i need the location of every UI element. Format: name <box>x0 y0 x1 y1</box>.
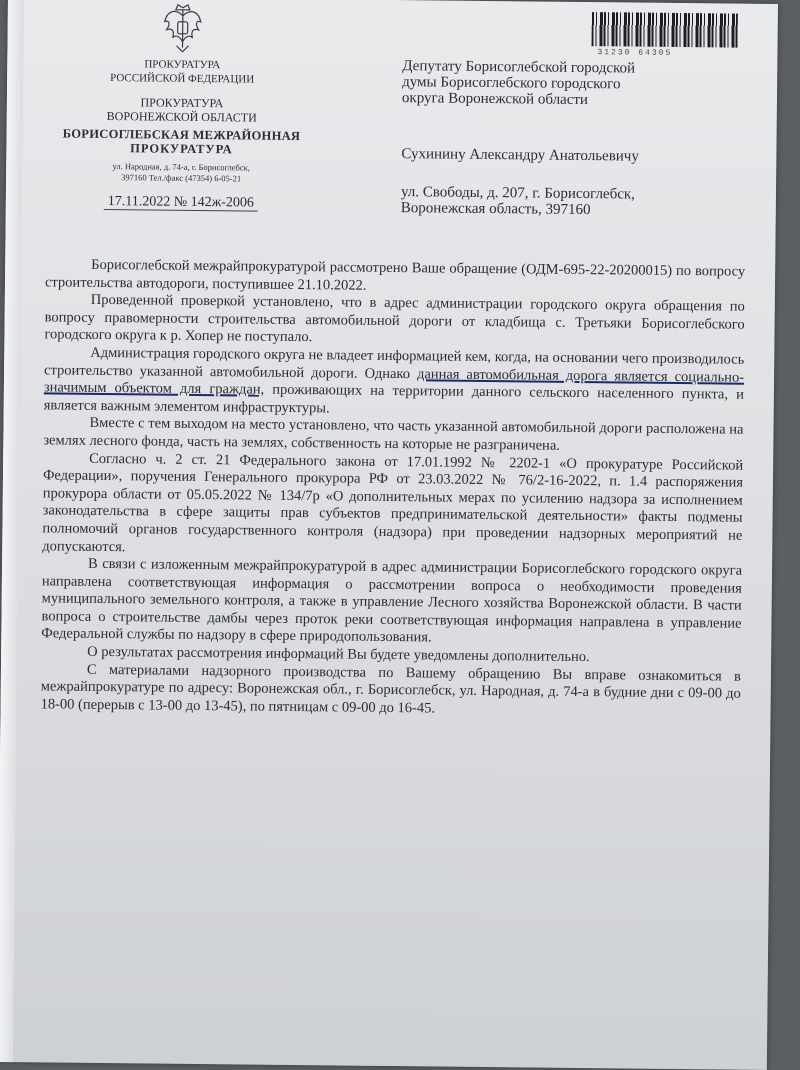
paper-edge <box>0 0 24 1062</box>
recipient-address-1: ул. Свободы, д. 207, г. Борисоглебск, <box>400 184 636 203</box>
recipient-line-1: Депутату Борисоглебской городской <box>402 58 636 77</box>
sender-block <box>46 0 318 212</box>
paragraph-1: Борисоглебской межрайпрокуратурой рассмотрено Ваше обращение (ОДМ-695-22-20200015) по вопросу строительства автодороги, поступившее 21.10.2022. <box>44 256 746 294</box>
paragraph-2: Проведенной проверкой установлено, что в адрес администрации городского округа обращения по вопросу правомерности строительства автомобильной дороги от кладбища с. Третьяки Борисоглебского городского округа к р. Хопер не поступало. <box>44 292 745 346</box>
paragraph-8: С материалами надзорного производства по Вашему обращению Вы вправе ознакомиться в межрайпрокуратуре по адресу: Воронежская обл., г. Борисоглебск, ул. Народная, д. 74-а в будние дни с 09-00 до 18-00 (перерыв с 13-00 до 13-45), по пятницам с 09-00 до 16-45. <box>40 661 742 717</box>
paragraph-3 <box>44 344 745 422</box>
barcode-number: 31230 64305 <box>597 48 673 58</box>
sender-line-6: ПРОКУРАТУРА <box>130 141 233 157</box>
paragraph-7: О результатах рассмотрения информаций Вы будете уведомлены дополнительно. <box>87 643 590 666</box>
recipient-line-2: думы Борисоглебского городского <box>402 74 621 93</box>
paragraph-6: В связи с изложенным межрайпрокуратурой в адрес администрации Борисоглебского городского округа направлена соответствующая информация о рассмотрении вопроса о необходимости проведения муниципального земельного контроля, а также в управление Лесного хозяйства Воронежской области. В части вопроса о строительстве дамбы через проток реки соответствующая информация направлена в управление Федеральной службы по надзору в сфере природопользования. <box>41 555 743 646</box>
underlined-phrase: данная автомобильная дорога является социально- значимым объектом для граждан, <box>43 365 745 398</box>
paragraph-3-end: проживающих на территории данного сельского населенного пункта, и является важным элементом инфраструктуры. <box>43 381 744 417</box>
sender-line-3: ПРОКУРАТУРА <box>140 95 224 111</box>
sender-postal: 397160 Тел./факс (47354) 6-05-21 <box>121 172 242 184</box>
double-headed-eagle-emblem-icon <box>160 2 205 54</box>
sender-line-2: РОССИЙСКОЙ ФЕДЕРАЦИИ <box>110 72 255 86</box>
paragraph-3-start: Администрация городского округа не владеет информацией кем, когда, на основании чего производилось строительство указанной автомобильной дороги. Однако <box>44 344 745 382</box>
registration-number: 17.11.2022 № 142ж-2006 <box>104 195 258 212</box>
sender-line-5: БОРИСОГЛЕБСКАЯ МЕЖРАЙОННАЯ <box>62 126 301 144</box>
recipient-name: Сухинину Александру Анатольевичу <box>401 146 639 165</box>
sender-line-1: ПРОКУРАТУРА <box>144 58 221 72</box>
recipient-line-3: округа Воронежской области <box>401 90 589 109</box>
paragraph-4: Вместе с тем выходом на место установлено, что часть указанной автомобильной дороги расположена на землях лесного фонда, часть на землях, собственность на которые не разграничена. <box>43 415 744 454</box>
recipient-block <box>401 58 763 220</box>
sender-address: ул. Народная, д. 74-а, г. Борисоглебск, <box>112 161 250 173</box>
recipient-address-2: Воронежская область, 397160 <box>400 200 591 219</box>
barcode <box>592 12 738 48</box>
letter-body <box>41 256 746 721</box>
sender-line-4: ВОРОНЕЖСКОЙ ОБЛАСТИ <box>106 109 257 125</box>
paragraph-5: Согласно ч. 2 ст. 21 Федерального закона от 17.01.1992 № 2202-1 «О прокуратуре Российской Федерации», поручения Генерального прокурора РФ от 23.03.2022 № 76/2-16-2022, п. 1.4 распоряжения прокурора области от 05.05.2022 № 134/7р «О дополнительных мерах по усилению надзора за исполнением законодательства в сфере защиты прав субъектов предпринимательской деятельности» факты подмены полномочий органов государственного контроля (надзора) при проведении надзорных мероприятий не допускаются. <box>42 450 744 555</box>
